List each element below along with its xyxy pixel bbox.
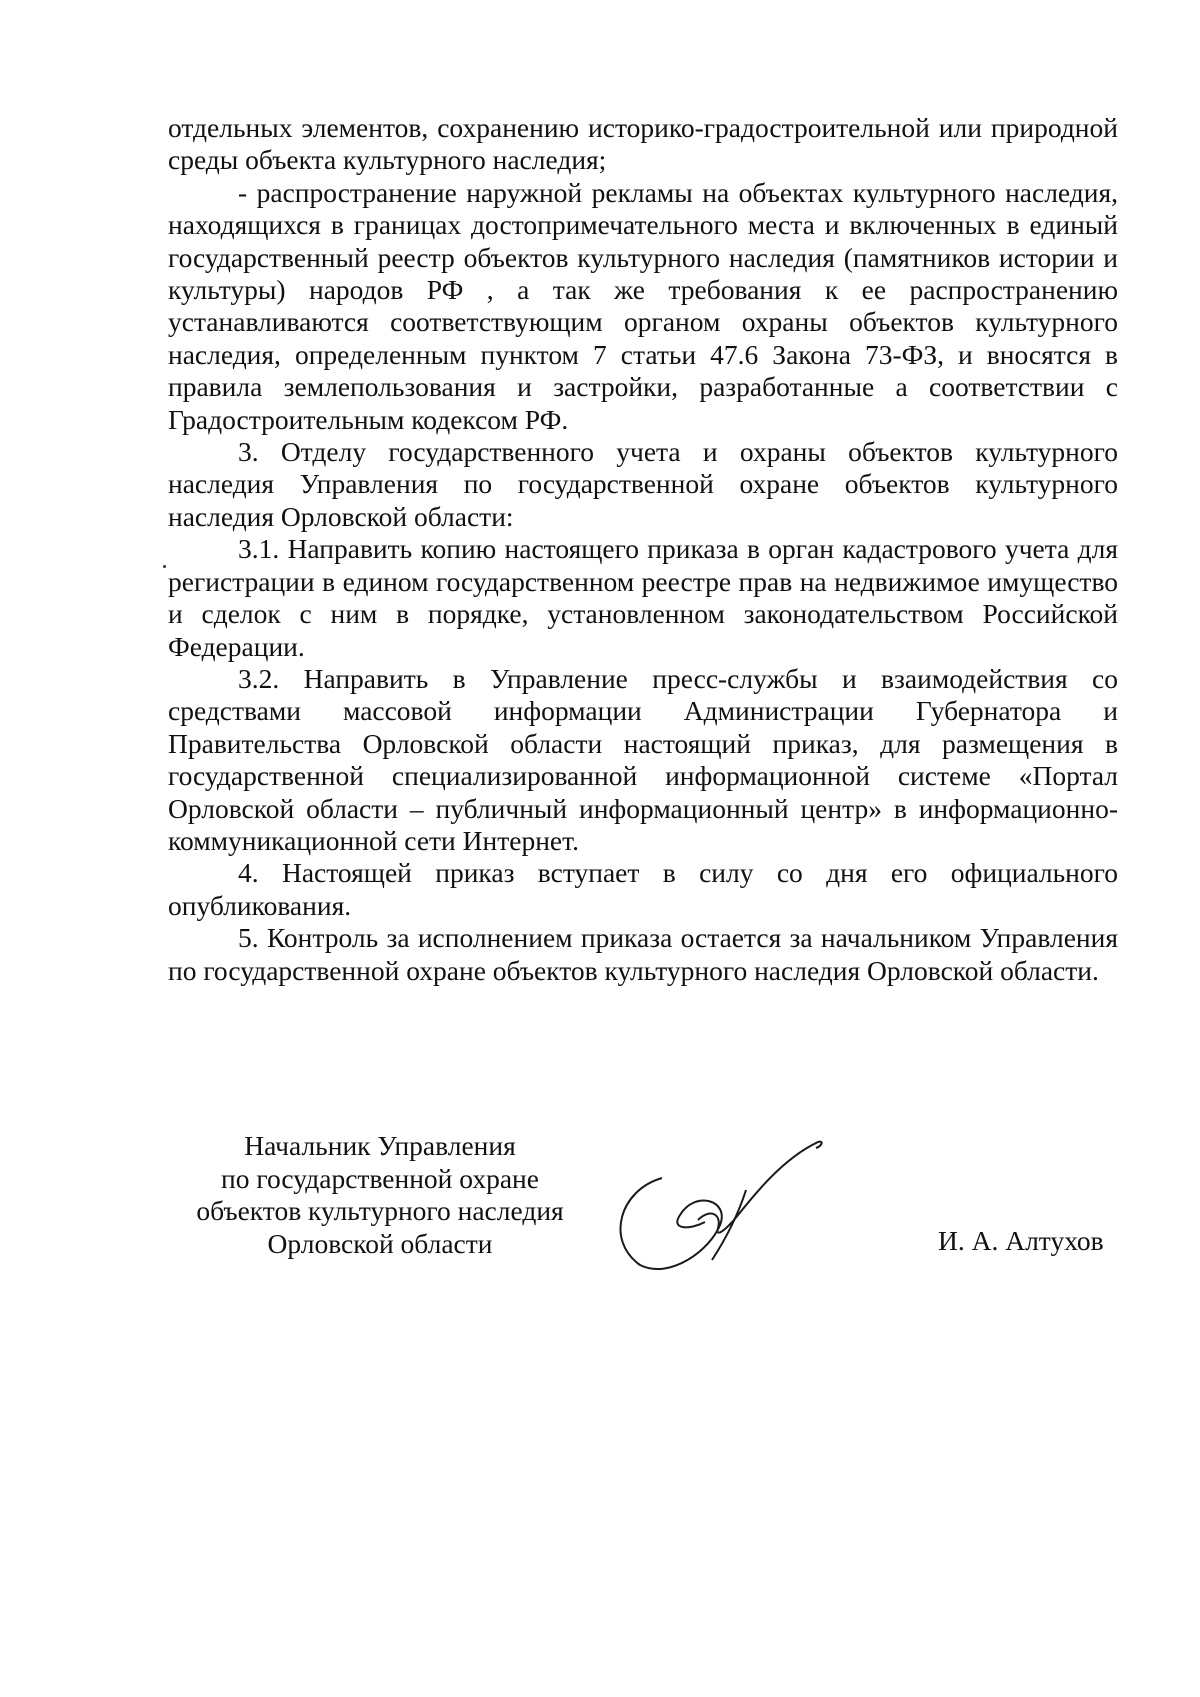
- paragraph-item-3-1: 3.1. Направить копию настоящего приказа в орган кадастрового учета для регистрации в едином государственном реестре прав на недвижимое имущество и сделок с ним в порядке, установленном законодательством Российской Федерации.: [168, 533, 1118, 662]
- paragraph-item-4: 4. Настоящей приказ вступает в силу со дня его официального опубликования.: [168, 857, 1118, 921]
- scan-speck: [163, 565, 166, 568]
- signatory-title-line: объектов культурного наследия: [196, 1195, 564, 1226]
- signatory-title-line: по государственной охране: [221, 1162, 539, 1194]
- paragraph-item-3: 3. Отделу государственного учета и охраны объектов культурного наследия Управления по государственной охране объектов культурного наследия Орловской области:: [168, 436, 1118, 532]
- paragraph-advertising: - распространение наружной рекламы на объектах культурного наследия, находящихся в границах достопримечательного места и включенных в единый государственный реестр объектов культурного наследия (памятников истории и культуры) народов РФ , а так же требования к ее распространению устанавливаются соответствующим органом охраны объектов культурного наследия, определенным пунктом 7 статьи 47.6 Закона 73-ФЗ, и вносятся в правила землепользования и застройки, разработанные а соответствии с Градостроительным кодексом РФ.: [168, 176, 1118, 435]
- paragraph-item-3-2: 3.2. Направить в Управление пресс-службы и взаимодействия со средствами массовой информации Администрации Губернатора и Правительства Орловской области настоящий приказ, для размещения в государственной специализированной информационной системе «Портал Орловской области – публичный информационный центр» в информационно-коммуникационной сети Интернет.: [168, 662, 1118, 856]
- handwritten-signature: [600, 1130, 840, 1280]
- paragraph-item-5: 5. Контроль за исполнением приказа остается за начальником Управления по государственной охране объектов культурного наследия Орловской области.: [168, 922, 1118, 986]
- signatory-title-line: Начальник Управления: [244, 1130, 516, 1161]
- signatory-title: [170, 1130, 590, 1260]
- paragraph-continuation: отдельных элементов, сохранению историко-градостроительной или природной среды объекта культурного наследия;: [168, 112, 1118, 176]
- document-body: [168, 112, 1118, 987]
- signer-name: И. А. Алтухов: [938, 1225, 1104, 1256]
- signatory-title-line: Орловской области: [267, 1227, 493, 1259]
